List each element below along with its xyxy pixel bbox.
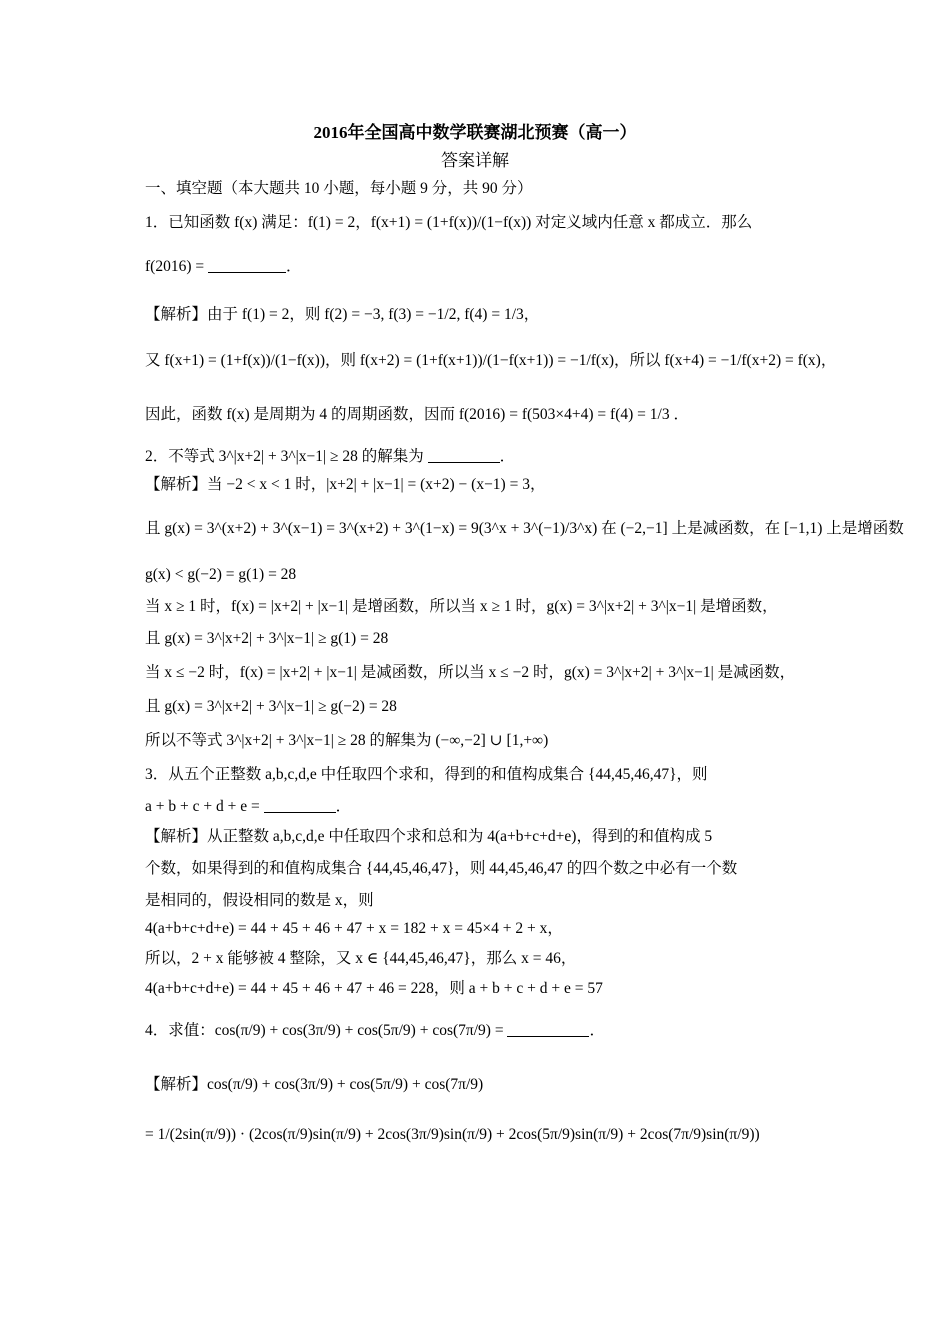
document-subtitle: 答案详解	[441, 151, 509, 170]
problem-4-statement: 4．求值：cos(π/9) + cos(3π/9) + cos(5π/9) + cos(7π/9) =	[145, 1022, 504, 1039]
problem-2-solution-line: 且 g(x) = 3^|x+2| + 3^|x−1| ≥ g(1) = 28	[145, 630, 389, 647]
problem-2-statement: 2．不等式 3^|x+2| + 3^|x−1| ≥ 28 的解集为	[145, 448, 424, 465]
document-title: 2016年全国高中数学联赛湖北预赛（高一）	[313, 123, 637, 142]
problem-1-question: f(2016) =	[145, 258, 205, 275]
problem-1-solution-line: 【解析】由于 f(1) = 2，则 f(2) = −3, f(3) = −1/2, f(4) = 1/3，	[145, 306, 540, 323]
problem-3-answer-line	[145, 796, 351, 818]
problem-4-solution-line: 【解析】cos(π/9) + cos(3π/9) + cos(5π/9) + cos(7π/9)	[145, 1076, 484, 1093]
problem-1-solution-line: 又 f(x+1) = (1+f(x))/(1−f(x))，则 f(x+2) = (1+f(x+1))/(1−f(x+1)) = −1/f(x)，所以 f(x+4) = −1/f(x+2) = f(x)，	[145, 352, 837, 369]
problem-4-blank-tail: ．	[589, 1022, 605, 1039]
problem-3-answer-blank	[264, 798, 336, 813]
problem-2-solution-line: 且 g(x) = 3^|x+2| + 3^|x−1| ≥ g(−2) = 28	[145, 698, 397, 715]
problem-2-solution-line: 【解析】当 −2 < x < 1 时，|x+2| + |x−1| = (x+2) − (x−1) = 3，	[145, 476, 546, 493]
problem-3-blank-tail: ．	[335, 798, 352, 815]
problem-2-solution-line: 所以不等式 3^|x+2| + 3^|x−1| ≥ 28 的解集为 (−∞,−2] ∪ [1,+∞)	[145, 732, 549, 749]
problem-2-solution-line: 且 g(x) = 3^(x+2) + 3^(x−1) = 3^(x+2) + 3^(1−x) = 9(3^x + 3^(−1)/3^x) 在 (−2,−1] 上是减函数，在 [−1,1) 上是增函数	[145, 520, 904, 537]
problem-1-answer-blank	[208, 258, 286, 273]
problem-3-solution-line: 个数，如果得到的和值构成集合 {44,45,46,47}，则 44,45,46,47 的四个数之中必有一个数	[145, 860, 738, 877]
problem-2-solution-line: g(x) < g(−2) = g(1) = 28	[145, 566, 297, 583]
problem-1-solution-line: 因此，函数 f(x) 是周期为 4 的周期函数，因而 f(2016) = f(503×4+4) = f(4) = 1/3 ．	[145, 406, 689, 423]
problem-2-answer-blank	[428, 448, 500, 463]
problem-3-solution-line: 所以，2 + x 能够被 4 整除，又 x ∈ {44,45,46,47}，那么 x = 46，	[145, 950, 577, 967]
problem-2-answer-line	[145, 446, 515, 468]
problem-3-solution-line: 4(a+b+c+d+e) = 44 + 45 + 46 + 47 + x = 182 + x = 45×4 + 2 + x，	[145, 920, 563, 937]
problem-2-blank-tail: ．	[499, 448, 516, 465]
problem-2-solution-line: 当 x ≥ 1 时，f(x) = |x+2| + |x−1| 是增函数，所以当 x ≥ 1 时，g(x) = 3^|x+2| + 3^|x−1| 是增函数，	[145, 598, 778, 615]
problem-4-answer-line	[145, 1020, 605, 1042]
problem-3-solution-line: 4(a+b+c+d+e) = 44 + 45 + 46 + 47 + 46 = 228，则 a + b + c + d + e = 57	[145, 980, 603, 997]
problem-1-answer-line	[145, 256, 302, 278]
problem-3-solution-line: 是相同的，假设相同的数是 x，则	[145, 892, 374, 909]
problem-1-statement: 1．已知函数 f(x) 满足：f(1) = 2，f(x+1) = (1+f(x))/(1−f(x)) 对定义域内任意 x 都成立．那么	[145, 214, 753, 231]
problem-4-answer-blank	[507, 1022, 589, 1037]
section-heading: 一、填空题（本大题共 10 小题，每小题 9 分，共 90 分）	[145, 180, 533, 197]
problem-4-solution-line: = 1/(2sin(π/9)) · (2cos(π/9)sin(π/9) + 2cos(3π/9)sin(π/9) + 2cos(5π/9)sin(π/9) + 2cos(7π/9)sin(π/9))	[145, 1126, 760, 1143]
problem-3-statement: 3．从五个正整数 a,b,c,d,e 中任取四个求和，得到的和值构成集合 {44,45,46,47}，则	[145, 766, 708, 783]
problem-2-solution-line: 当 x ≤ −2 时，f(x) = |x+2| + |x−1| 是减函数，所以当 x ≤ −2 时，g(x) = 3^|x+2| + 3^|x−1| 是减函数，	[145, 664, 796, 681]
problem-1-blank-tail: ．	[285, 258, 302, 275]
problem-3-solution-line: 【解析】从正整数 a,b,c,d,e 中任取四个求和总和为 4(a+b+c+d+e)，得到的和值构成 5	[145, 828, 713, 845]
problem-3-question: a + b + c + d + e =	[145, 798, 260, 815]
